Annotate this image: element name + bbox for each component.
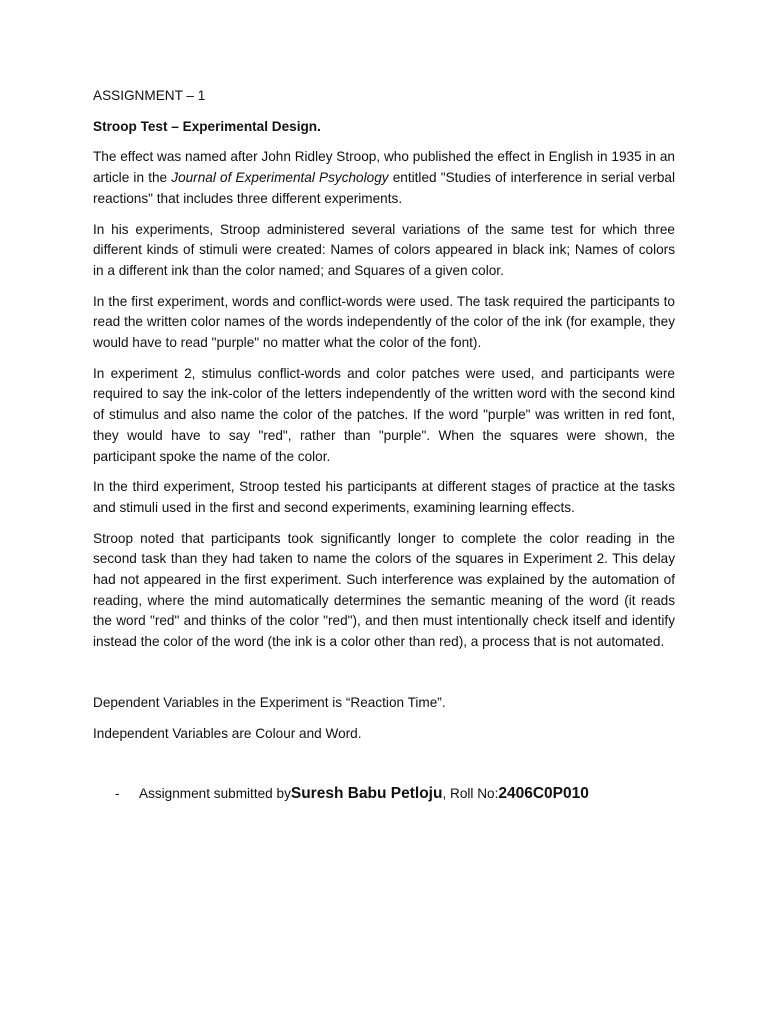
paragraph-2: In his experiments, Stroop administered several variations of the same test for which three different kinds of stimuli were created: Names of colors appeared in black ink; Names of colors in a different ink than the color named; and Squares of a given color. <box>93 221 675 278</box>
document-page <box>93 86 675 804</box>
submission-line <box>115 784 675 804</box>
paragraph-1 <box>93 147 675 209</box>
student-name: Suresh Babu Petloju <box>290 785 443 803</box>
document-subtitle: Stroop Test – Experimental Design. <box>93 118 321 134</box>
spacer <box>93 754 675 784</box>
paragraph-4: In experiment 2, stimulus conflict-words and color patches were used, and participants were required to say the ink-color of the letters independently of the written word with the second kind of stimulus and also name the color of the patches. If the word "purple" was written in red font, they would have to say "red", rather than "purple". When the squares were shown, the participant spoke the name of the color. <box>93 365 675 464</box>
spacer <box>93 663 675 693</box>
roll-number: 2406C0P010 <box>498 785 589 803</box>
paragraph-3: In the first experiment, words and conflict-words were used. The task required the participants to read the written color names of the words independently of the color of the ink (for example, they would have to read "purple" no matter what the color of the font). <box>93 293 675 351</box>
dependent-variables: Dependent Variables in the Experiment is “Reaction Time”. <box>93 694 446 710</box>
paragraph-5: In the third experiment, Stroop tested his participants at different stages of practice at the tasks and stimuli used in the first and second experiments, examining learning effects. <box>93 479 675 515</box>
independent-variables: Independent Variables are Colour and Word. <box>93 725 362 741</box>
paragraph-1-text-a: The effect was named after John Ridley Stroop, who published the effect in English in 1935 in an article in the <box>93 149 675 186</box>
paragraph-6: Stroop noted that participants took significantly longer to complete the color reading in the second task than they had taken to name the colors of the squares in Experiment 2. This delay had not appeared in the first experiment. Such interference was explained by the automation of reading, where the mind automatically determines the semantic meaning of the word (it reads the word "red" and thinks of the color "red"), and then must intentionally check itself and identify instead the color of the word (the ink is a color other than red), a process that is not automated. <box>93 530 675 650</box>
paragraph-1-text-b: entitled "Studies of interference in serial verbal reactions" that includes three different experiments. <box>93 170 675 206</box>
bullet-dash: - <box>115 786 120 802</box>
journal-name: Journal of Experimental Psychology <box>171 170 389 186</box>
assignment-title: ASSIGNMENT – 1 <box>93 88 206 103</box>
roll-label: , Roll No: <box>442 786 499 802</box>
submission-prefix: Assignment submitted by <box>139 786 291 802</box>
